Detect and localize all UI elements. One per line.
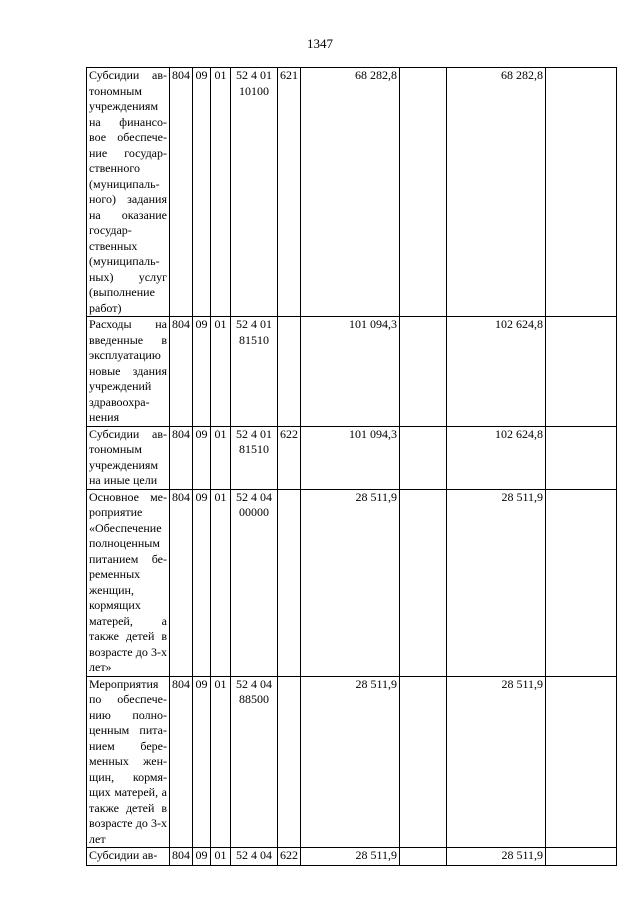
row-gr: 804 <box>170 848 193 866</box>
row-empty-cell <box>546 317 617 427</box>
row-pr: 01 <box>211 848 231 866</box>
row-pr: 01 <box>211 489 231 676</box>
row-empty-cell <box>546 489 617 676</box>
row-expense-type <box>278 489 301 676</box>
table-row <box>87 848 617 866</box>
row-gr: 804 <box>170 68 193 317</box>
row-name: Субсидии ав-тономным учреждениям на финансо-вое обеспече-ние государ-ственного (муниципаль-ного) задания на оказание государ-ственных (муниципаль-ных) услуг (выполнение работ) <box>87 68 170 317</box>
row-name: Субсидии ав-тономным учреждениям на иные цели <box>87 426 170 489</box>
row-sum-1: 101 094,3 <box>301 317 400 427</box>
row-empty-cell <box>546 848 617 866</box>
row-target-code: 52 4 04 00000 <box>231 489 278 676</box>
row-sum-1: 101 094,3 <box>301 426 400 489</box>
row-target-code: 52 4 01 81510 <box>231 317 278 427</box>
row-name: Основное ме-роприятие «Обеспечение полноценным питанием бе-ременных женщин, кормящих матерей, а также детей в возрасте до 3-х лет» <box>87 489 170 676</box>
table-row <box>87 317 617 427</box>
row-empty-cell <box>400 426 447 489</box>
page-number: 1347 <box>307 36 333 51</box>
row-expense-type <box>278 676 301 848</box>
row-rz: 09 <box>193 68 211 317</box>
row-rz: 09 <box>193 426 211 489</box>
row-empty-cell <box>400 317 447 427</box>
row-target-code: 52 4 01 10100 <box>231 68 278 317</box>
row-expense-type <box>278 317 301 427</box>
row-empty-cell <box>546 676 617 848</box>
row-target-code: 52 4 04 88500 <box>231 676 278 848</box>
table-row <box>87 676 617 848</box>
row-empty-cell <box>400 848 447 866</box>
table-row <box>87 426 617 489</box>
row-sum-2: 68 282,8 <box>447 68 546 317</box>
row-name: Расходы на введенные в эксплуатацию новые здания учреждений здравоохра-нения <box>87 317 170 427</box>
row-empty-cell <box>400 68 447 317</box>
row-pr: 01 <box>211 426 231 489</box>
row-gr: 804 <box>170 489 193 676</box>
row-rz: 09 <box>193 676 211 848</box>
row-pr: 01 <box>211 68 231 317</box>
row-pr: 01 <box>211 676 231 848</box>
row-empty-cell <box>400 489 447 676</box>
row-sum-2: 102 624,8 <box>447 317 546 427</box>
row-rz: 09 <box>193 489 211 676</box>
row-expense-type: 622 <box>278 848 301 866</box>
row-rz: 09 <box>193 317 211 427</box>
row-empty-cell <box>546 68 617 317</box>
row-expense-type: 622 <box>278 426 301 489</box>
row-rz: 09 <box>193 848 211 866</box>
row-gr: 804 <box>170 317 193 427</box>
row-sum-1: 28 511,9 <box>301 848 400 866</box>
row-sum-2: 28 511,9 <box>447 676 546 848</box>
row-gr: 804 <box>170 426 193 489</box>
row-target-code: 52 4 01 81510 <box>231 426 278 489</box>
row-pr: 01 <box>211 317 231 427</box>
row-sum-1: 28 511,9 <box>301 676 400 848</box>
row-sum-1: 28 511,9 <box>301 489 400 676</box>
table-row <box>87 68 617 317</box>
row-sum-2: 28 511,9 <box>447 489 546 676</box>
row-sum-1: 68 282,8 <box>301 68 400 317</box>
row-sum-2: 28 511,9 <box>447 848 546 866</box>
row-sum-2: 102 624,8 <box>447 426 546 489</box>
row-target-code: 52 4 04 <box>231 848 278 866</box>
row-expense-type: 621 <box>278 68 301 317</box>
budget-table <box>86 67 617 866</box>
row-empty-cell <box>546 426 617 489</box>
row-name: Мероприятия по обеспече-нию полно-ценным пита-нием бере-менных жен-щин, кормя-щих матерей, а также детей в возрасте до 3-х лет <box>87 676 170 848</box>
row-gr: 804 <box>170 676 193 848</box>
row-empty-cell <box>400 676 447 848</box>
row-name: Субсидии ав- <box>87 848 170 866</box>
table-row <box>87 489 617 676</box>
